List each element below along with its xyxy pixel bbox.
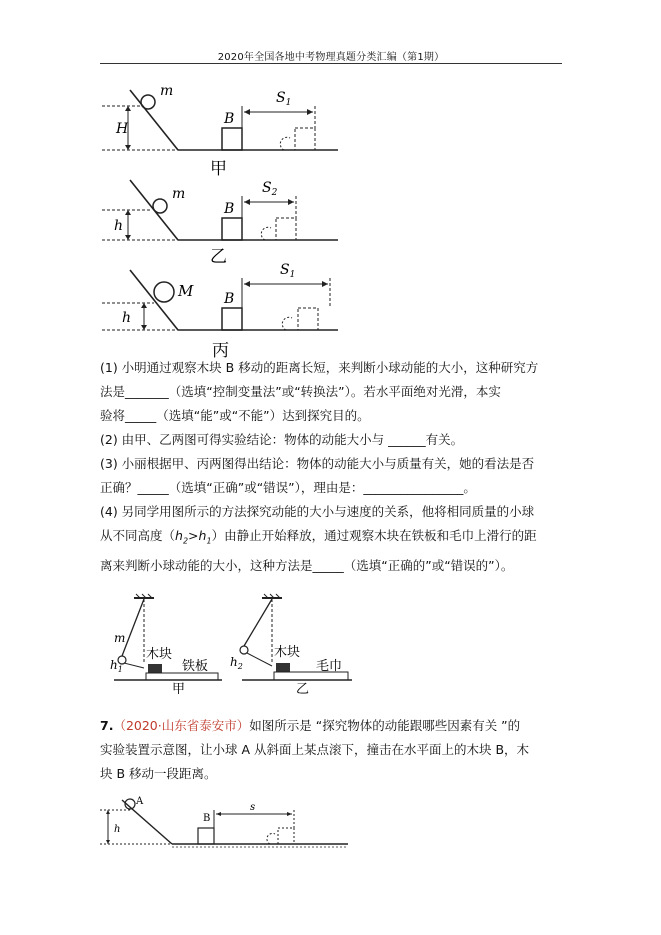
q1-line1: (1) 小明通过观察木块 B 移动的距离长短，来判断小球动能的大小，这种研究方 [100,360,539,375]
pendulum-left [110,594,222,694]
q3-line2: 正确？_____（选填“正确”或“错误”），理由是：________________。 [100,480,476,495]
caption-yi: 乙 [296,682,310,694]
q1-line3: 验将_____（选填“能”或“不能”）达到探究目的。 [100,408,370,423]
caption-jia: 甲 [210,159,227,179]
q4-line1: (4) 另同学用图所示的方法探究动能的大小与速度的关系，他将相同质量的小球 [100,504,535,519]
block-b [198,828,214,844]
q7-figure [100,794,350,854]
question-block [100,356,570,578]
caption-bing: 丙 [212,341,229,360]
block-label: B [224,201,235,217]
distance-label: $S_1$ [276,90,292,108]
height-label: $h_1$ [110,658,123,674]
block-label: B [203,813,211,824]
surface-label: 铁板 [182,659,209,674]
header-rule [100,63,562,64]
panel-jia [102,83,338,179]
wood-block [276,663,290,672]
pendulum-figure [110,590,360,694]
distance-label: $S_2$ [262,180,278,198]
ball-label: m [172,186,186,202]
height-label: h [114,218,124,234]
distance-label: $S_1$ [280,262,296,280]
block-label: 木块 [274,645,301,660]
block-b [222,308,242,330]
q2-line1: (2) 由甲、乙两图可得实验结论：物体的动能大小与 ______有关。 [100,432,464,447]
ball [154,282,174,302]
distance-label: s [250,802,256,813]
ball-label: M [178,282,194,300]
block-b [222,218,242,240]
page-header: 2020年全国各地中考物理真题分类汇编（第1期） [217,52,445,63]
caption-yi: 乙 [210,247,227,267]
height-label: H [116,121,129,137]
block-label: B [224,291,235,307]
ball-label: m [160,83,174,99]
block-b [222,128,242,150]
caption-jia: 甲 [172,682,186,694]
height-label: $h_2$ [230,655,243,671]
ball-label: A [136,796,144,807]
block-label: 木块 [146,647,173,662]
panel-bing [102,262,338,360]
question-7 [100,714,570,786]
height-label: h [122,310,132,326]
wood-block [148,664,162,673]
q7-line2: 实验装置示意图，让小球 A 从斜面上某点滚下，撞击在水平面上的木块 B，木 [100,742,530,757]
q1-line2: 法是_______（选填“控制变量法”或“转换法”）。若水平面绝对光滑，本实 [100,384,501,399]
iron-plate [146,673,218,680]
pendulum-ball [240,646,248,654]
mass-label: m [114,631,126,645]
height-label: h [114,824,121,835]
panel-yi [102,180,338,267]
q7-line1: 7.（2020·山东省泰安市）如图所示是 “探究物体的动能跟哪些因素有关 ”的 [100,718,521,733]
ramp-figure [100,78,340,360]
q4-line2: 从不同高度$(h_2>h_1)$由静止开始释放，通过观察木块在铁板和毛巾上滑行的距 [100,528,537,546]
q7-source: （2020·山东省泰安市） [113,718,250,733]
q3-line1: (3) 小丽根据甲、丙两图得出结论：物体的动能大小与质量有关，她的看法是否 [100,456,535,471]
q4-line3: 离来判断小球动能的大小，这种方法是_____（选填“正确的”或“错误的”）。 [100,557,514,573]
surface-label: 毛巾 [316,659,343,674]
pendulum-right [230,594,352,694]
ball [141,95,155,109]
q7-line3: 块 B 移动一段距离。 [100,766,217,781]
ball [153,199,167,213]
block-label: B [224,111,235,127]
